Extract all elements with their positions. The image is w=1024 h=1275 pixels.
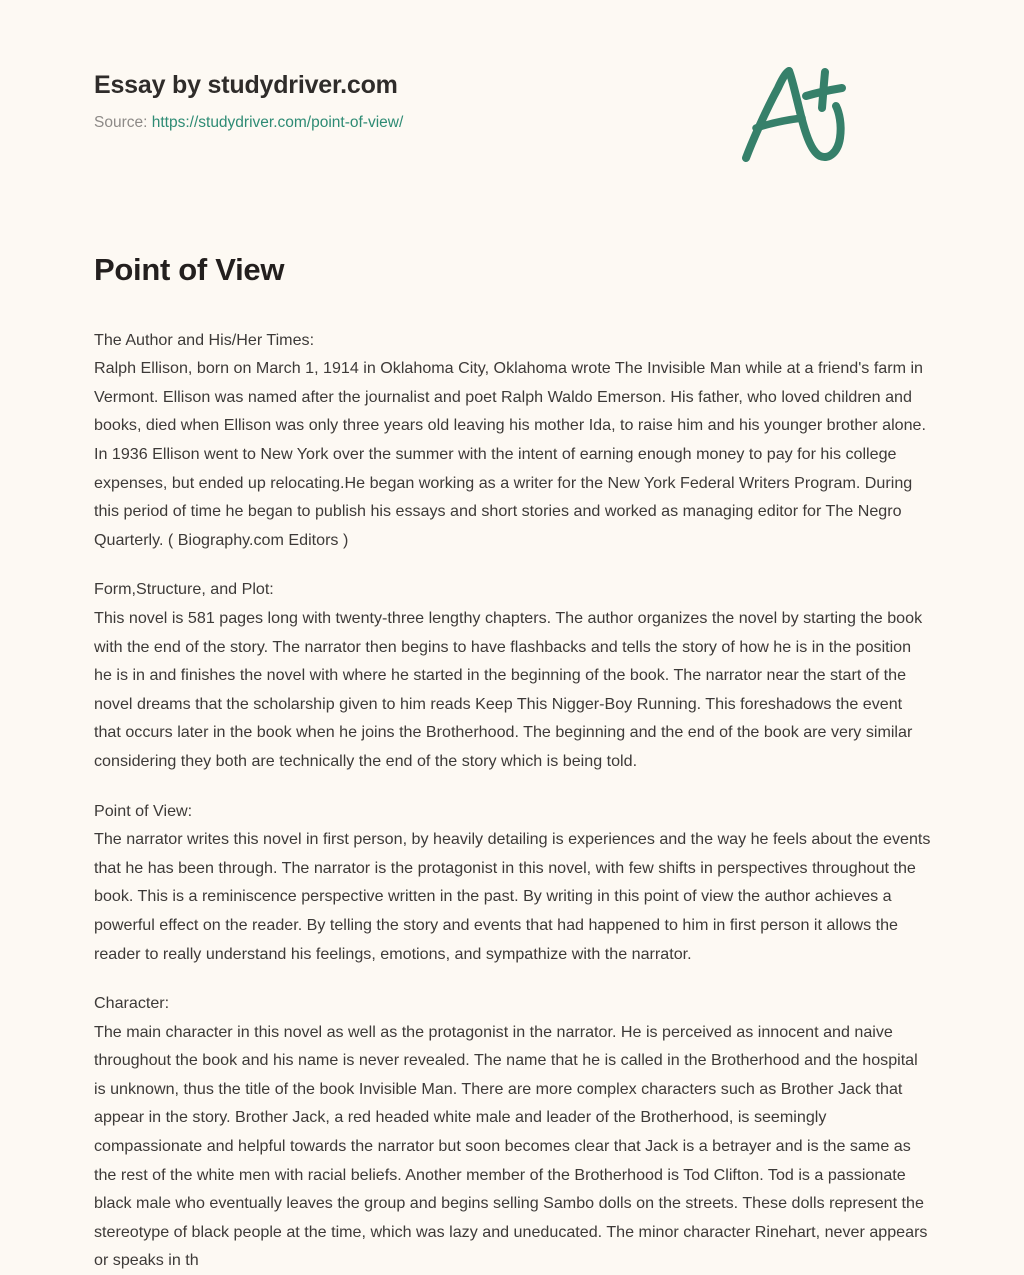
section-body-author-and-times: Ralph Ellison, born on March 1, 1914 in Oklahoma City, Oklahoma wrote The Invisible Man while at a friend's farm in Vermont. Ellison was named after the journalist and poet Ralph Waldo Emerson. His father, who loved children and books, died when Ellison was only three years old leaving his mother Ida, to raise him and his younger brother alone. In 1936 Ellison went to New York over the summer with the intent of earning enough money to pay for his college expenses, but ended up relocating.He began working as a writer for the New York Federal Writers Program. During this period of time he began to publish his essays and short stories and worked as managing editor for The Negro Quarterly. ( Biography.com Editors ) (94, 359, 926, 549)
brand-title: Essay by studydriver.com (94, 71, 398, 99)
section-body-form-structure-plot: This novel is 581 pages long with twenty-three lengthy chapters. The author organizes the novel by starting the book with the end of the story. The narrator then begins to have flashbacks and tells the story of how he is in the position he is in and finishes the novel with where he started in the beginning of the book. The narrator near the start of the novel dreams that the scholarship given to him reads Keep This Nigger-Boy Running. This foreshadows the event that occurs later in the book when he joins the Brotherhood. The beginning and the end of the book are very similar considering they both are technically the end of the story which is being told. (94, 608, 923, 770)
section-heading-character: Character: (94, 994, 170, 1013)
section-point-of-view (94, 797, 932, 969)
section-heading-point-of-view: Point of View: (94, 801, 193, 820)
page-header (94, 0, 930, 131)
section-body-point-of-view: The narrator writes this novel in first person, by heavily detailing is experiences and the way he feels about the events that he has been through. The narrator is the protagonist in this novel, with few shifts in perspectives throughout the book. This is a reminiscence perspective written in the past. By writing in this point of view the author achieves a powerful effect on the reader. By telling the story and events that had happened to him in first person it allows the reader to really understand his feelings, emotions, and sympathize with the narrator. (94, 830, 931, 963)
section-heading-form-structure-plot: Form,Structure, and Plot: (94, 580, 274, 599)
essay-body (94, 326, 932, 1275)
source-label: Source: (94, 114, 148, 131)
section-author-and-times (94, 326, 932, 555)
section-form-structure-plot (94, 575, 932, 775)
page-title: Point of View (94, 252, 285, 287)
section-body-character: The main character in this novel as well as the protagonist in the narrator. He is perceived as innocent and naive throughout the book and his name is never revealed. The name that he is called in the Brotherhood and the hospital is unknown, thus the title of the book Invisible Man. There are more complex characters such as Brother Jack that appear in the story. Brother Jack, a red headed white male and leader of the Brotherhood, is seemingly compassionate and helpful towards the narrator but soon becomes clear that Jack is a betrayer and is the same as the rest of the white men with racial beliefs. Another member of the Brotherhood is Tod Clifton. Tod is a passionate black male who eventually leaves the group and begins selling Sambo dolls on the streets. These dolls represent the stereotype of black people at the time, which was lazy and uneducated. The minor character Rinehart, never appears or speaks in th (94, 1022, 928, 1270)
source-url-link[interactable]: https://studydriver.com/point-of-view/ (151, 114, 404, 131)
a-plus-logo-icon (732, 62, 862, 167)
section-heading-author-and-times: The Author and His/Her Times: (94, 330, 315, 349)
section-character (94, 989, 932, 1275)
